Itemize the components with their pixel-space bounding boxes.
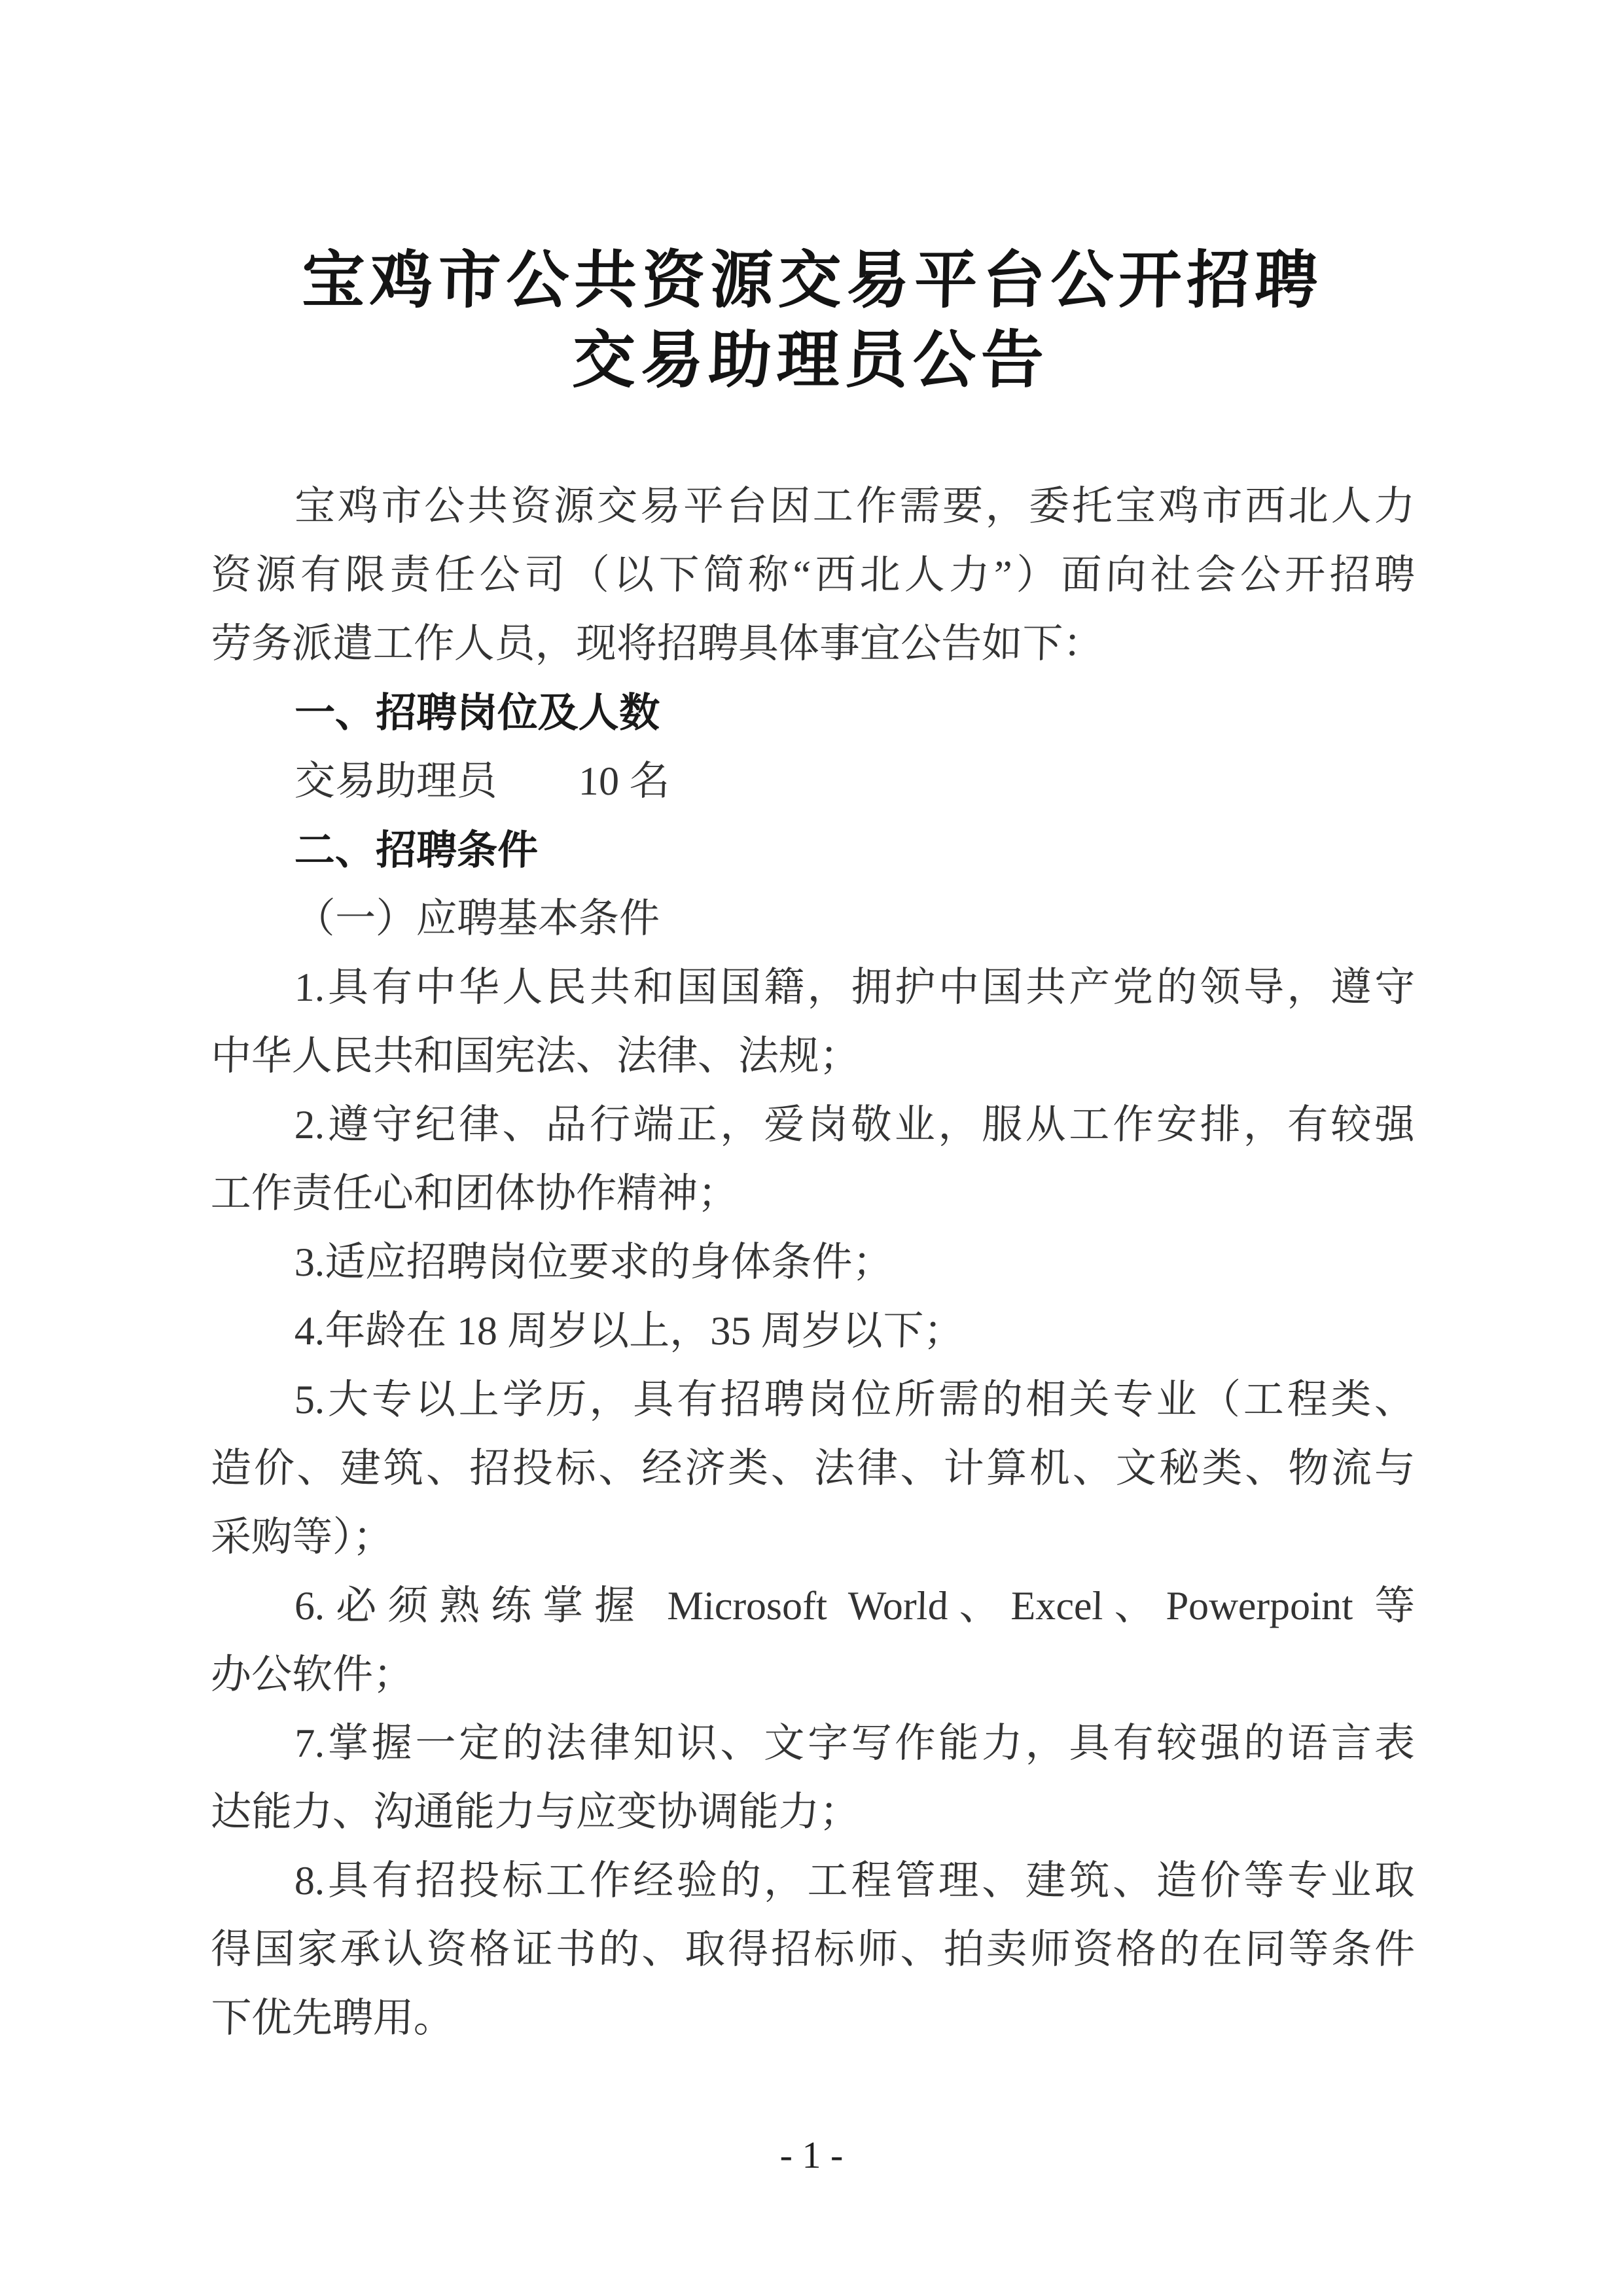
page-number: - 1 - (779, 2134, 844, 2176)
document-title (0, 241, 1623, 401)
title-line-2: 交易助理员公告 (571, 325, 1050, 395)
section-heading-1: 一、招聘岗位及人数 (294, 691, 660, 736)
document-body (211, 473, 1415, 2053)
title-line-1: 宝鸡市公共资源交易平台公开招聘 (301, 245, 1324, 315)
position-count-line: 交易助理员 10 名 (294, 759, 671, 804)
body-line: 6.必须熟练掌握 Microsoft World、Excel、Powerpoint 等 (294, 1584, 1416, 1628)
body-line: 5.大专以上学历，具有招聘岗位所需的相关专业（工程类、 (294, 1378, 1416, 1422)
body-line: 7.掌握一定的法律知识、文字写作能力，具有较强的语言表 (294, 1721, 1416, 1766)
body-line: 达能力、沟通能力与应变协调能力； (210, 1790, 861, 1835)
body-line: 采购等）； (210, 1515, 394, 1560)
body-line: 造价、建筑、招投标、经济类、法律、计算机、文秘类、物流与 (210, 1446, 1416, 1491)
body-line: 1.具有中华人民共和国国籍，拥护中国共产党的领导，遵守 (294, 965, 1416, 1010)
body-line: 3.适应招聘岗位要求的身体条件； (294, 1240, 894, 1285)
body-line: 办公软件； (210, 1653, 414, 1697)
body-line: 得国家承认资格证书的、取得招标师、拍卖师资格的在同等条件 (210, 1928, 1416, 1972)
body-line: 资源有限责任公司（以下简称“西北人力”）面向社会公开招聘 (210, 553, 1416, 598)
body-line: 中华人民共和国宪法、法律、法规； (210, 1034, 861, 1079)
body-line: 劳务派遣工作人员，现将招聘具体事宜公告如下： (210, 622, 1104, 666)
body-line: 宝鸡市公共资源交易平台因工作需要，委托宝鸡市西北人力 (294, 484, 1416, 529)
body-line: 8.具有招投标工作经验的，工程管理、建筑、造价等专业取 (294, 1859, 1416, 1903)
body-line: 下优先聘用。 (210, 1996, 455, 2041)
body-line: 4.年龄在 18 周岁以上，35 周岁以下； (294, 1309, 965, 1354)
section-heading-2: 二、招聘条件 (294, 828, 539, 873)
subsection-heading: （一）应聘基本条件 (294, 897, 660, 941)
body-line: 2.遵守纪律、品行端正，爱岗敬业，服从工作安排，有较强 (294, 1103, 1416, 1147)
body-line: 工作责任心和团体协作精神； (210, 1172, 739, 1216)
